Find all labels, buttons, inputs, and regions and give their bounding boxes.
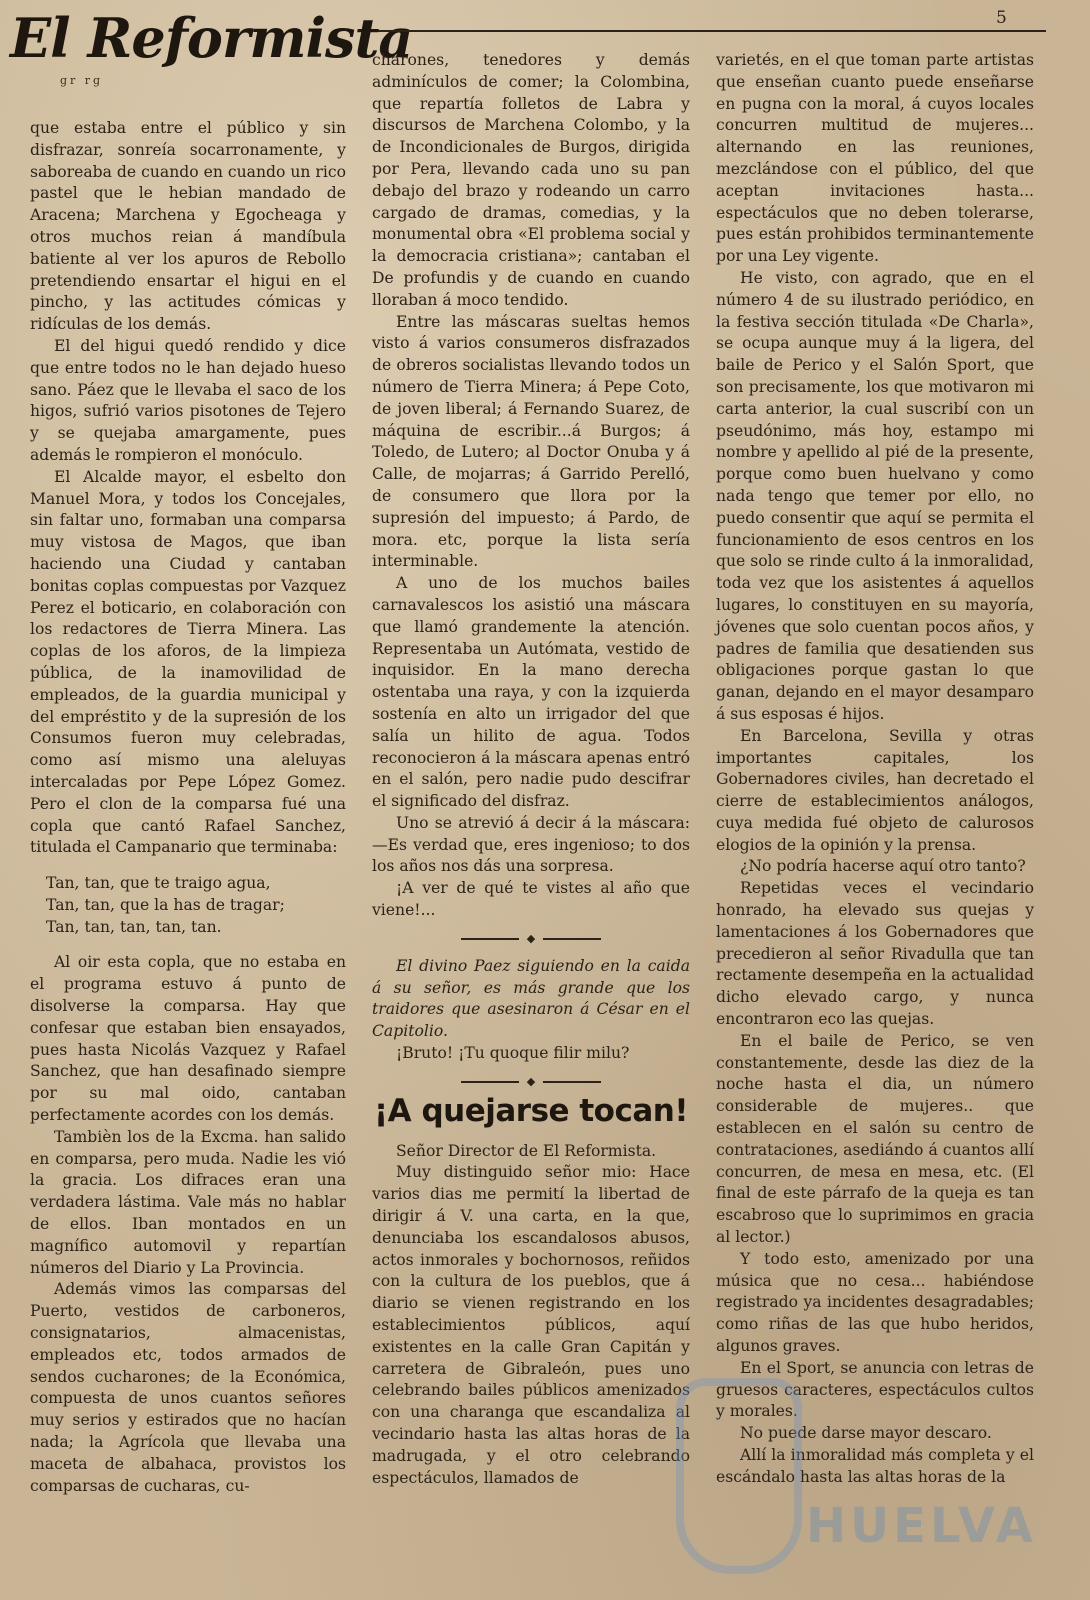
paragraph: ¡A ver de qué te vistes al año que viene!... [372,879,690,920]
paragraph: ¡Bruto! ¡Tu quoque filir milu? [396,1044,630,1063]
paragraph: En el Sport, se anuncia con letras de gruesos caracteres, espectáculos cultos y morales. [716,1358,1034,1421]
shield-icon [676,1378,802,1574]
library-stamp [676,1378,1036,1578]
verse-line: Tan, tan, que te traigo agua, [46,874,271,893]
paragraph: A uno de los muchos bailes carnavalescos los asistió una máscara que llamó grandemente la atención. Representaba un Autómata, vestido de inquisidor. En la mano derecha ostentaba una raya, y con la izquierda sostenía en alto un irrigador del que salía un hilito de agua. Todos reconocieron á la máscara apenas entró en el salón, pero nadie pudo descifrar el significado del disfraz. [372,574,690,811]
paragraph: que estaba entre el público y sin disfrazar, sonreía socarronamente, y saboreaba de cuando en cuando un rico pastel que le hebian mandado de Aracena; Marchena y Egocheaga y otros muchos reian á mandíbula batiente al ver los apuros de Rebollo pretendiendo ensartar el higui en el pincho, y las actitudes cómicas y ridículas de los demás. [30,119,346,334]
verse-line: Tan, tan, que la has de tragar; [46,895,285,914]
paragraph: Uno se atrevió á decir á la máscara: —Es verdad que, eres ingenioso; to dos los años nos dás una sorpresa. [372,813,690,876]
salutation: Señor Director de El Reformista. [396,1141,657,1160]
paragraph: ¿No podría hacerse aquí otro tanto? [740,857,1026,876]
paragraph: El del higui quedó rendido y dice que entre todos no le han dejado hueso sano. Páez que le llevaba el saco de los higos, sufrió varios pisotones de Tejero y se quejaba amargamente, pues además le rompieron el monóculo. [30,336,346,464]
paragraph: El Alcalde mayor, el esbelto don Manuel Mora, y todos los Concejales, sin faltar uno, formaban una comparsa muy vistosa de Magos, que iban haciendo una Ciudad y cantaban bonitas coplas compuestas por Vazquez Perez el boticario, en colaboración con los redactores de Tierra Minera. Las coplas de los aforos, de la limpieza pública, de la inamovilidad de empleados, de la guardia municipal y del empréstito y de la supresión de los Consumos fueron muy celebradas, como así mismo una aleluyas intercaladas por Pepe López Gomez. Pero el clon de la comparsa fué una copla que cantó Rafael Sanchez, titulada el Campanario que terminaba: [30,467,346,857]
paragraph: varietés, en el que toman parte artistas que enseñan cuanto puede enseñarse en pugna con la moral, á cuyos locales concurren multitud de mujeres... alternando en las reuniones, mezclándose con el público, del que aceptan invitaciones hasta... espectáculos que no deben tolerarse, pues están prohibidos terminantemente por una Ley vigente. [716,51,1034,266]
column-1 [30,118,346,1497]
paragraph: Al oir esta copla, que no estaba en el programa estuvo á punto de disolverse la comparsa. Hay que confesar que estaban bien ensayados, pues hasta Nicolás Vazquez y Rafael Sanchez, que han desafinado siempre por su mal oido, cantaban perfectamente acordes con los demás. [30,953,346,1125]
paragraph: Muy distinguido señor mio: Hace varios dias me permití la libertad de dirigir á V. una carta, en la que, denunciaba los escandalosos abusos, actos inmorales y bochornosos, reñidos con la cultura de los pueblos, que á diario se vienen registrando en los establecimientos públicos, aquí existentes en la calle Gran Capitán y carretera de Gibraleón, pues uno celebrando bailes públicos amenizados con una charanga que escandaliza al vecindario hasta las altas horas de la madrugada, y el otro celebrando espectáculos, llamados de [372,1163,690,1487]
column-2 [372,50,690,1489]
article-heading: ¡A quejarse tocan! [374,1092,688,1129]
masthead [10,4,413,94]
masthead-title: El Reformista [10,6,413,70]
paragraph: charones, tenedores y demás adminículos de comer; la Colombina, que repartía folletos de Labra y discursos de Marchena Colombo, y la de Incondicionales de Burgos, dirigida por Pera, llevando cada uno su pan debajo del brazo y rodeando un carro cargado de dramas, comedias, y la monumental obra «El problema social y la democracia cristiana»; cantaban el De profundis y de cuando en cuando lloraban á moco tendido. [372,51,690,309]
ornament-divider: ◆ [461,932,601,946]
verse-line: Tan, tan, tan, tan, tan. [46,917,222,936]
paragraph: En el baile de Perico, se ven constantemente, desde las diez de la noche hasta el dia, un número considerable de mujeres.. que establecen en el salón su centro de contrataciones, asediándo á cuantos allí concurren, de mesa en mesa, etc. (El final de este párrafo de la queja es tan escabroso que lo suprimimos en gracia al lector.) [716,1031,1034,1247]
paragraph: Tambièn los de la Excma. han salido en comparsa, pero muda. Nadie les vió la gracia. Los difraces eran una verdadera lástima. Vale más no hablar de ellos. Iban montados en un magnífico automovil y repartían números del Diario y La Provincia. [30,1127,346,1277]
verse [46,873,346,938]
masthead-subtitle: gr rg [60,74,104,87]
header-rule [378,30,1046,32]
paragraph: No puede darse mayor descaro. [740,1424,992,1443]
paragraph: Entre las máscaras sueltas hemos visto á varios consumeros disfrazados de obreros socialistas llevando todos un número de Tierra Minera; á Pepe Coto, de joven liberal; á Fernando Suarez, de máquina de escribir...á Burgos; á Toledo, de Lutero; al Doctor Onuba y á Calle, de mojarras; á Garrido Perelló, de consumero que llora por la supresión del impuesto; á Pardo, de mora. etc, porque la lista sería interminable. [372,312,690,571]
paragraph: Además vimos las comparsas del Puerto, vestidos de carboneros, consignatarios, almacenistas, empleados etc, todos armados de sendos cucharones; de la Económica, compuesta de unos cuantos señores muy serios y estirados que no hacían nada; la Agrícola que llevaba una maceta de albahaca, provistos los comparsas de cucharas, cu- [30,1280,346,1495]
page-number: 5 [996,8,1007,28]
paragraph: He visto, con agrado, que en el número 4 de su ilustrado periódico, en la festiva sección titulada «De Charla», se ocupa aunque muy á la ligera, del baile de Perico y el Salón Sport, que son precisamente, los que motivaron mi carta anterior, la cual suscribí con un pseudónimo, más hoy, estampo mi nombre y apellido al pié de la presente, porque como buen huelvano y como nada tengo que temer por ello, no puedo consentir que aquí se permita el funcionamiento de esos centros en los que solo se rinde culto á la inmoralidad, toda vez que los asistentes á aquellos lugares, lo constituyen en su mayoría, jóvenes que solo cuentan pocos años, y padres de familia que desatienden sus obligaciones porque gastan lo que ganan, dejando en el mayor desamparo á sus esposas é hijos. [716,268,1034,723]
paragraph: Y todo esto, amenizado por una música que no cesa... habiéndose registrado ya incidentes desagradables; como riñas de las que hubo heridos, algunos graves. [716,1249,1034,1356]
stamp-text: HUELVA [806,1498,1037,1554]
column-3 [716,50,1034,1489]
italic-quote: El divino Paez siguiendo en la caida á su señor, es más grande que los traidores que asesinaron á César en el Capitolio. [372,956,690,1041]
ornament-divider: ◆ [461,1075,601,1089]
paragraph: Allí la inmoralidad más completa y el escándalo hasta las altas horas de la [716,1446,1034,1486]
paragraph: En Barcelona, Sevilla y otras importantes capitales, los Gobernadores civiles, han decretado el cierre de establecimientos análogos, cuya medida fué objeto de calurosos elogios de la opinión y la prensa. [716,726,1034,854]
paragraph: Repetidas veces el vecindario honrado, ha elevado sus quejas y lamentaciones á los Gobernadores que precedieron al señor Rivadulla que tan rectamente desempeña en la actualidad dicho elevado cargo, y nunca encontraron eco las quejas. [716,879,1034,1029]
